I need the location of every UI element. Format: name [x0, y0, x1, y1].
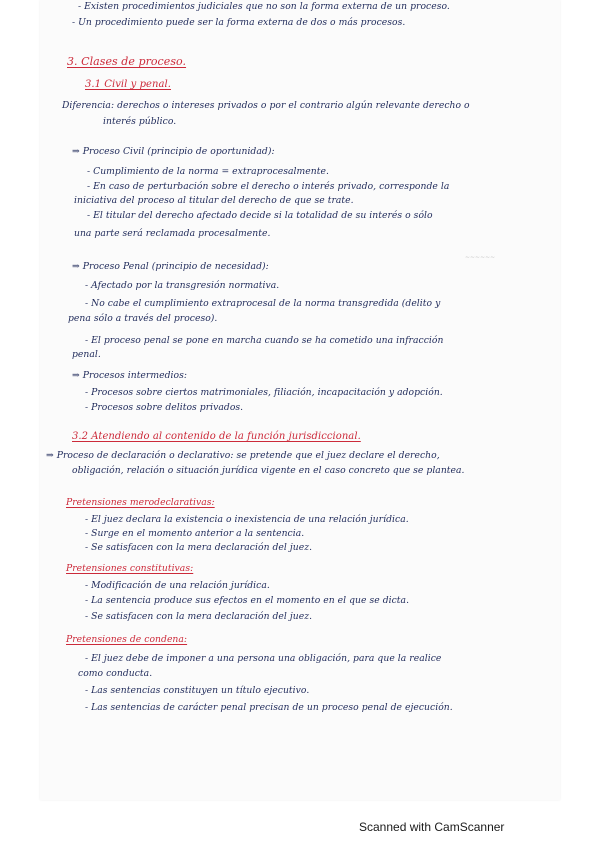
note-line: iniciativa del proceso al titular del derecho de que se trate. — [74, 195, 354, 206]
penal-heading: ⇒ Proceso Penal (principio de necesidad): — [72, 261, 269, 272]
note-line: - Procesos sobre delitos privados. — [85, 402, 244, 413]
note-line: - El proceso penal se pone en marcha cuando se ha cometido una infracción — [85, 335, 444, 346]
subsection-heading: 3.1 Civil y penal. — [85, 79, 171, 90]
section-heading: 3. Clases de proceso. — [67, 55, 187, 68]
note-line: - El juez debe de imponer a una persona una obligación, para que la realice — [85, 653, 442, 664]
note-line: - Modificación de una relación jurídica. — [85, 580, 270, 591]
note-line: - En caso de perturbación sobre el derecho o interés privado, corresponde la — [87, 181, 450, 192]
note-line: - Procesos sobre ciertos matrimoniales, filiación, incapacitación y adopción. — [85, 387, 443, 398]
note-line: interés público. — [103, 116, 177, 127]
note-line: - Surge en el momento anterior a la sentencia. — [85, 528, 305, 539]
note-line: - Se satisfacen con la mera declaración del juez. — [85, 542, 313, 553]
note-line: - Afectado por la transgresión normativa. — [85, 280, 280, 291]
note-line: como conducta. — [78, 668, 153, 679]
note-line: - El titular del derecho afectado decide si la totalidad de su interés o sólo — [87, 210, 433, 221]
pretension-heading: Pretensiones constitutivas: — [66, 563, 194, 574]
note-line: - No cabe el cumplimiento extraprocesal de la norma transgredida (delito y — [85, 298, 441, 309]
note-line: ⇒ Proceso de declaración o declarativo: se pretende que el juez declare el derecho, — [46, 450, 440, 461]
note-line: - El juez declara la existencia o inexistencia de una relación jurídica. — [85, 514, 409, 525]
note-line: - Un procedimiento puede ser la forma externa de dos o más procesos. — [72, 17, 406, 28]
note-line: - Las sentencias constituyen un título ejecutivo. — [85, 685, 310, 696]
note-line: - La sentencia produce sus efectos en el momento en el que se dicta. — [85, 595, 410, 606]
pretension-heading: Pretensiones de condena: — [66, 634, 188, 645]
note-line: una parte será reclamada procesalmente. — [74, 228, 271, 239]
note-line: pena sólo a través del proceso). — [68, 313, 218, 324]
note-line: - Existen procedimientos judiciales que no son la forma externa de un proceso. — [78, 1, 450, 12]
note-line: - Se satisfacen con la mera declaración del juez. — [85, 611, 313, 622]
pretension-heading: Pretensiones merodeclarativas: — [66, 497, 215, 508]
note-line: - Cumplimiento de la norma = extraprocesalmente. — [87, 166, 329, 177]
intermedios-heading: ⇒ Procesos intermedios: — [72, 370, 188, 381]
pencil-scribble: ~~~~~~ — [465, 254, 496, 261]
scanner-watermark: Scanned with CamScanner — [359, 820, 505, 834]
subsection-heading: 3.2 Atendiendo al contenido de la función jurisdiccional. — [72, 431, 361, 442]
civil-heading: ⇒ Proceso Civil (principio de oportunidad): — [72, 146, 275, 157]
note-line: penal. — [72, 349, 101, 360]
note-line: obligación, relación o situación jurídica vigente en el caso concreto que se plantea. — [72, 465, 465, 476]
note-line: - Las sentencias de carácter penal precisan de un proceso penal de ejecución. — [85, 702, 453, 713]
note-line: Diferencia: derechos o intereses privados o por el contrario algún relevante derecho o — [62, 100, 470, 111]
